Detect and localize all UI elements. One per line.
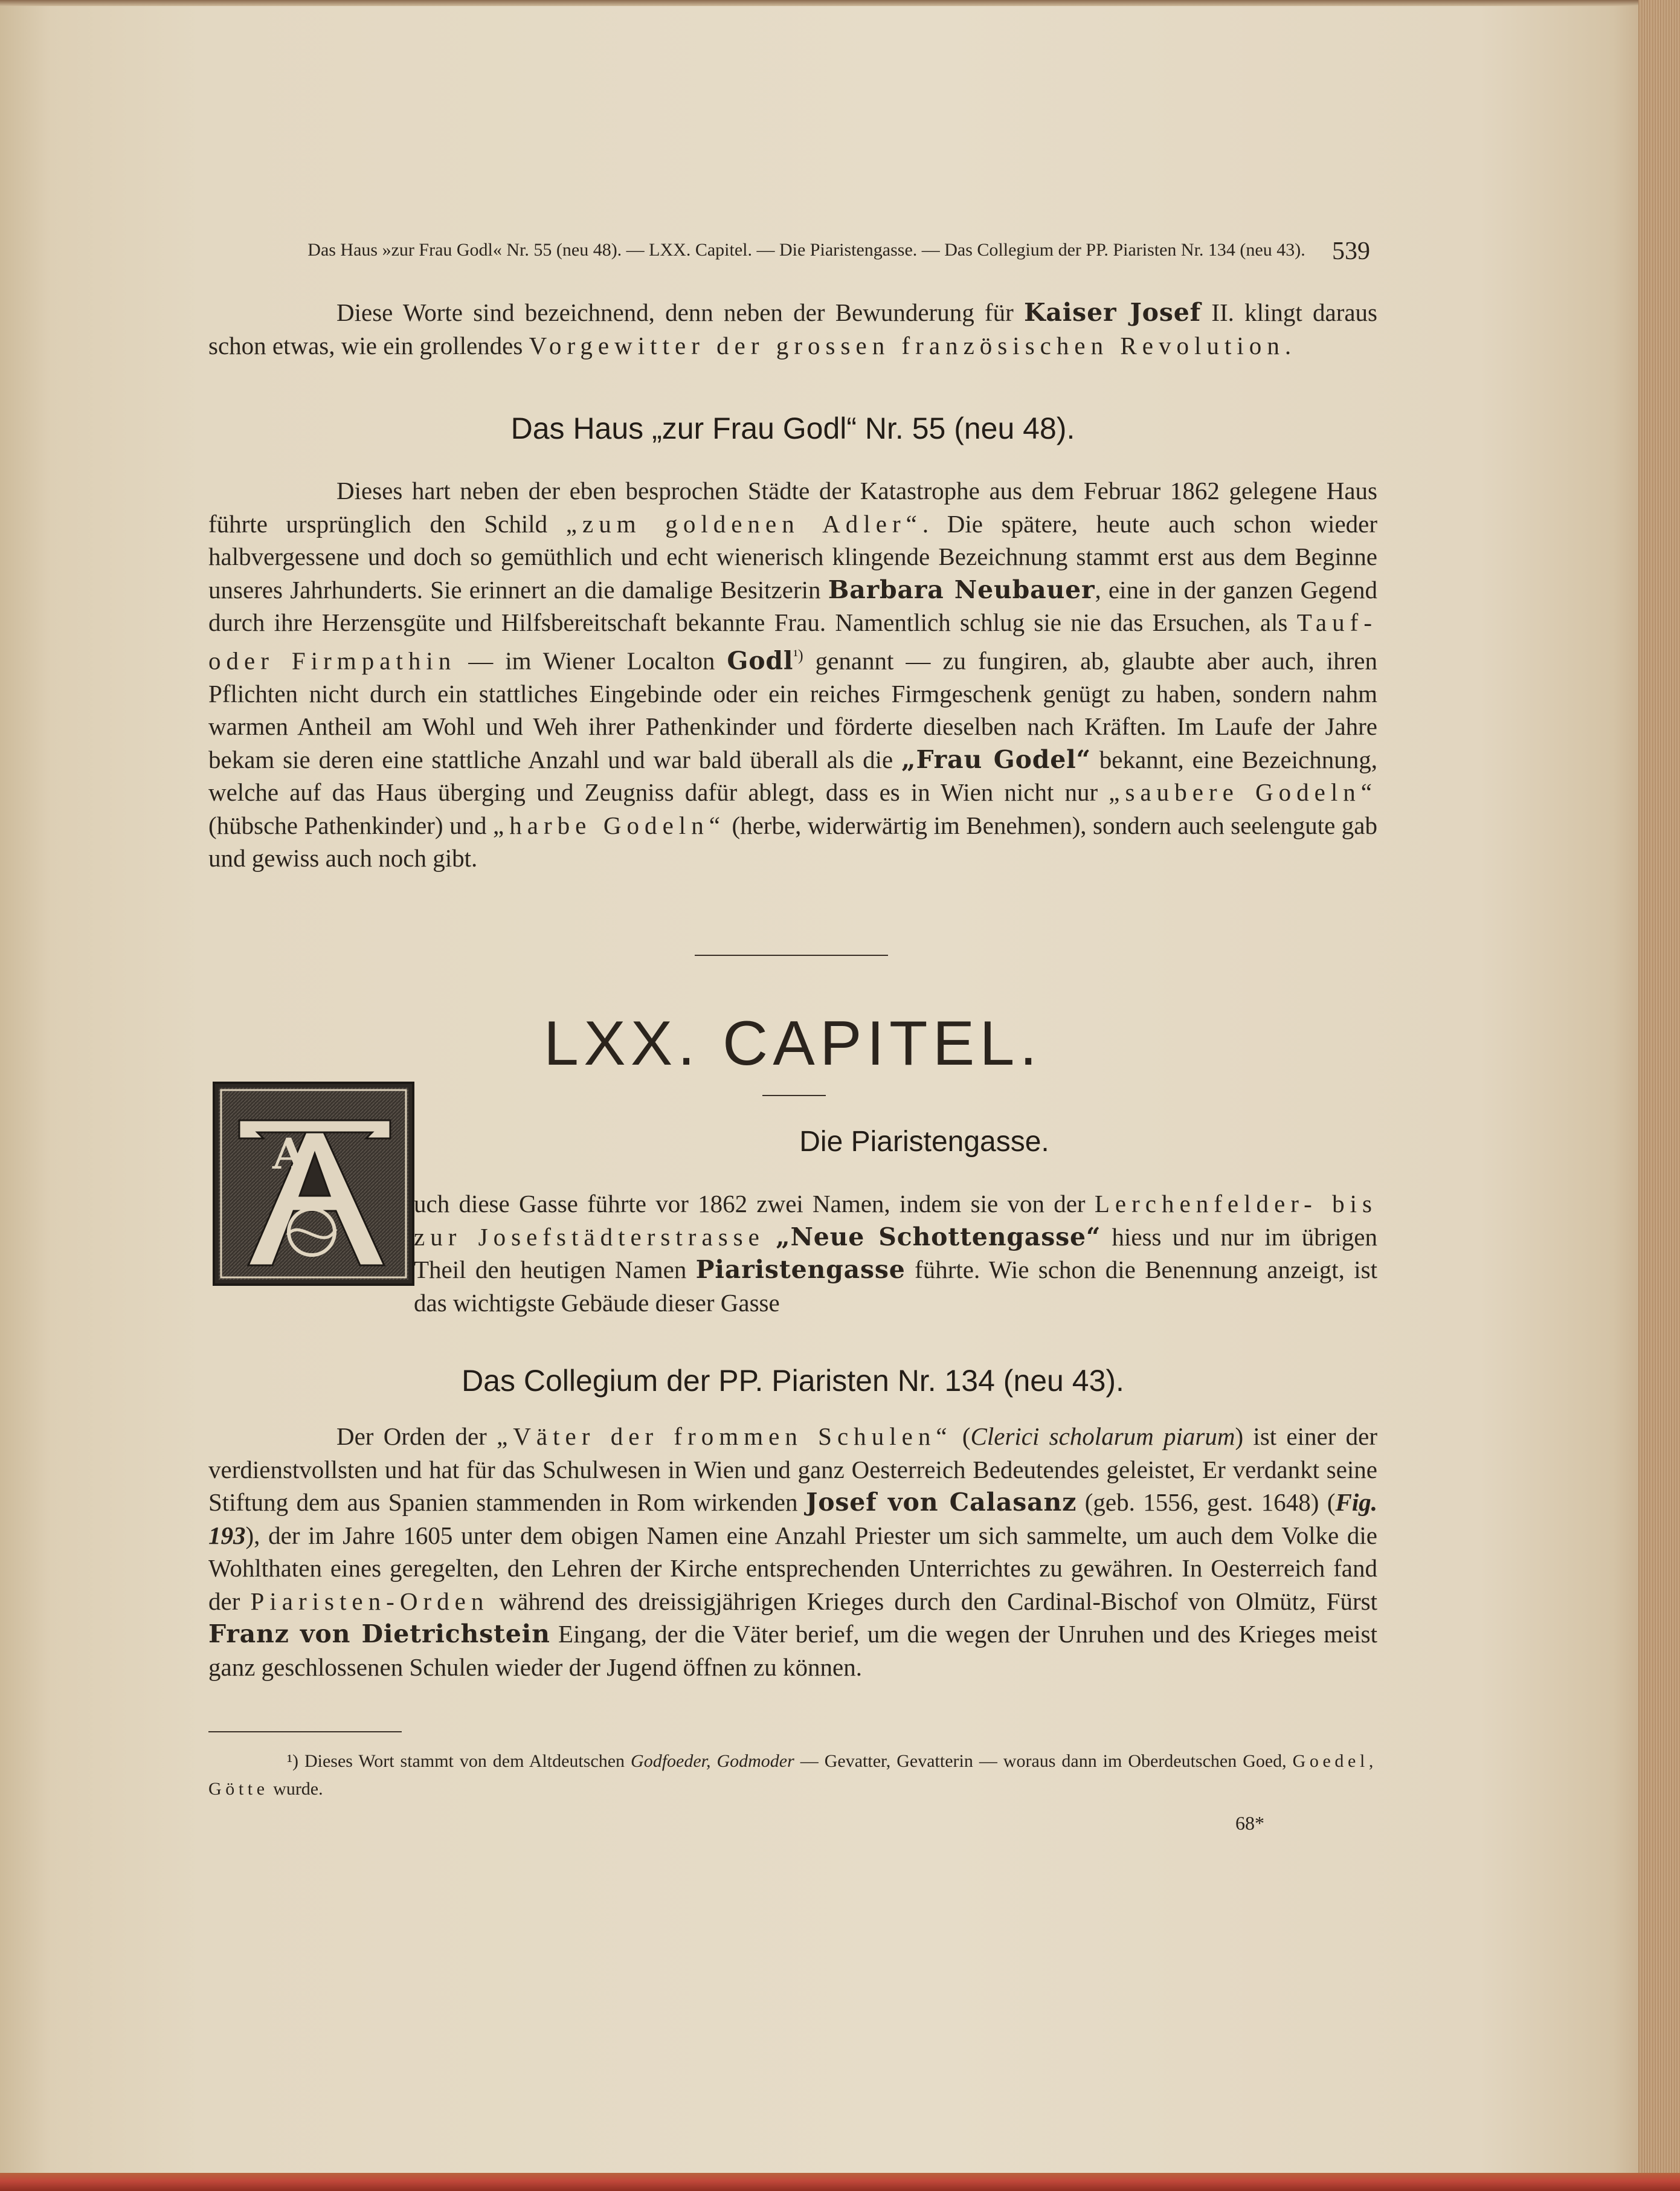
- collegium-paragraph: [208, 1420, 1377, 1683]
- intro-kaiser: Kaiser Josef: [1023, 298, 1202, 327]
- godl-text-2: . Die spätere, heute auch schon wieder halbvergessene und doch so gemüthlich und echt wienerisch klingende Bezeichnung stammt erst aus dem Beginne unseres Jahrhunderts. Sie erinnert an die damalige Besitzerin: [208, 509, 1377, 604]
- godl-frau-godel: „Frau Godel“: [901, 744, 1091, 774]
- coll-text-3: ) ist einer der verdienstvollsten und hat für das Schulwesen in Wien und ganz Oesterreich Bedeutendes geleistet, Er verdankt seine Stiftung dem aus Spanien stammenden in Rom wirkenden: [208, 1422, 1377, 1516]
- godl-text-8: (herbe, widerwärtig im Benehmen), sondern auch seelengute gab und gewiss auch noch gibt.: [208, 811, 1377, 873]
- signature-mark: 68*: [1235, 1812, 1264, 1834]
- chapter-text-1: uch diese Gasse führte vor 1862 zwei Namen, indem sie von der: [414, 1190, 1095, 1218]
- footnote-ref: ¹): [793, 646, 803, 664]
- godl-text-3: , eine in der ganzen Gegend durch ihre Herzensgüte und Hilfsbereitschaft bekannte Frau. Namentlich schlug sie nie das Ersuchen, als: [208, 575, 1377, 636]
- chapter-title: LXX. CAPITEL.: [544, 1008, 1042, 1079]
- running-header: Das Haus »zur Frau Godl« Nr. 55 (neu 48). — LXX. Capitel. — Die Piaristengasse. — Das Collegium der PP. Piaristen Nr. 134 (neu 43).: [307, 240, 1305, 260]
- chapter-text-3: hiess und nur im übrigen Theil den heutigen Namen: [414, 1222, 1377, 1283]
- godl-word: Godl: [727, 646, 794, 676]
- coll-text-4: (geb. 1556, gest. 1648) (: [1077, 1488, 1336, 1516]
- page-number: 539: [1332, 237, 1370, 265]
- chapter-neue-schottengasse: „Neue Schottengasse“: [776, 1222, 1101, 1251]
- coll-text-6: während des dreissigjährigen Krieges durch den Cardinal-Bischof von Olmütz, Fürst: [489, 1587, 1377, 1615]
- footnote: [208, 1747, 1377, 1803]
- chapter-intro-lines: [414, 1187, 1377, 1319]
- godl-spaced-4: „harbe Godeln“: [493, 811, 726, 839]
- godl-text-5: genannt — zu fungiren, ab, glaubte aber auch, ihren Pflichten nicht durch ein stattliches Eingebinde oder ein reiches Firmgeschenk genügt zu haben, sondern nahm warmen Antheil am Wohl und Weh ihrer Pathenkinder und förderte dieselben nach Kräften. Im Laufe der Jahre bekam sie deren eine stattliche Anzahl und war bald überall als die: [208, 647, 1377, 773]
- godl-text-1: Dieses hart neben der eben besprochen Städte der Katastrophe aus dem Februar 1862 gelegene Haus führte ursprünglich den Schild: [208, 477, 1377, 538]
- footnote-spaced: Goedel, Götte: [208, 1751, 1377, 1799]
- godl-spaced-3: „saubere Godeln“: [1109, 778, 1377, 807]
- section-divider: [695, 955, 888, 956]
- coll-text-7: Eingang, der die Väter berief, um die wegen der Unruhen und des Krieges meist ganz geschlossenen Schulen wieder der Jugend öffnen zu können.: [208, 1620, 1377, 1681]
- godl-spaced-2: Tauf- oder Firmpathin: [208, 608, 1377, 675]
- initial-ornament-icon: [215, 1084, 412, 1283]
- coll-calasanz: Josef von Calasanz: [805, 1488, 1077, 1517]
- coll-spaced-2: Piaristen-Orden: [250, 1587, 489, 1615]
- page-top-edge: [0, 0, 1680, 6]
- footnote-text-2: — Gevatter, Gevatterin — woraus dann im Oberdeutschen Goed,: [794, 1751, 1293, 1771]
- initial-letter: A: [272, 1129, 306, 1179]
- intro-text-3: .: [1284, 331, 1292, 360]
- godl-owner-name: Barbara Neubauer: [828, 575, 1095, 604]
- chapter-text-4: führte. Wie schon die Benennung anzeigt, ist das wichtigste Gebäude dieser Gasse: [414, 1256, 1377, 1317]
- footnote-rule: [208, 1731, 402, 1732]
- coll-dietrichstein: Franz von Dietrichstein: [208, 1619, 550, 1648]
- heading-haus-godl: Das Haus „zur Frau Godl“ Nr. 55 (neu 48).: [510, 411, 1075, 445]
- intro-text-2: II. klingt daraus schon etwas, wie ein grollendes: [208, 298, 1378, 360]
- footnote-text-1: Dieses Wort stammt von dem Altdeutschen: [298, 1751, 631, 1771]
- intro-paragraph: [208, 296, 1377, 362]
- coll-text-2: (: [952, 1422, 971, 1450]
- footnote-text-3: wurde.: [268, 1779, 323, 1799]
- coll-latin: Clerici scholarum piarum: [970, 1422, 1235, 1450]
- figure-reference[interactable]: Fig. 193: [208, 1488, 1377, 1549]
- godl-text-7: (hübsche Pathenkinder) und: [208, 811, 494, 839]
- intro-text-1: Diese Worte sind bezeichnend, denn neben der Bewunderung für: [336, 298, 1024, 326]
- chapter-rule: [762, 1095, 826, 1096]
- godl-text-6: bekannt, eine Bezeichnung, welche auf das Haus überging und Zeugniss dafür ablegt, dass es in Wien nicht nur: [208, 745, 1377, 807]
- godl-text-4: — im Wiener Localton: [456, 647, 727, 675]
- chapter-text-2: [765, 1223, 776, 1251]
- heading-collegium: Das Collegium der PP. Piaristen Nr. 134 (neu 43).: [462, 1364, 1124, 1398]
- chapter-piaristengasse: Piaristengasse: [695, 1255, 906, 1284]
- coll-text-1: Der Orden der: [336, 1422, 497, 1450]
- decorative-initial: [213, 1082, 414, 1286]
- page-stack-edge: [1638, 0, 1680, 2191]
- coll-spaced-1: „Väter der frommen Schulen“: [497, 1422, 953, 1450]
- godl-paragraph: [208, 474, 1377, 875]
- footnote-mark: ¹): [287, 1751, 298, 1771]
- book-cover-edge: [0, 2173, 1680, 2191]
- chapter-subtitle: Die Piaristengasse.: [799, 1126, 1049, 1158]
- chapter-spaced-1: Lerchenfelder- bis zur Josefstädterstrasse: [414, 1190, 1377, 1251]
- godl-spaced-1: „zum goldenen Adler“: [565, 509, 922, 538]
- coll-text-5: ), der im Jahre 1605 unter dem obigen Namen eine Anzahl Priester um sich sammelte, um auch dem Volke die Wohlthaten eines geregelten, den Lehren der Kirche entsprechenden Unterrichtes zu gewähren. In Oesterreich fand der: [208, 1521, 1377, 1615]
- footnote-italic: Godfoeder, Godmoder: [631, 1751, 794, 1771]
- intro-spaced: Vorgewitter der grossen französischen Revolution: [529, 331, 1285, 360]
